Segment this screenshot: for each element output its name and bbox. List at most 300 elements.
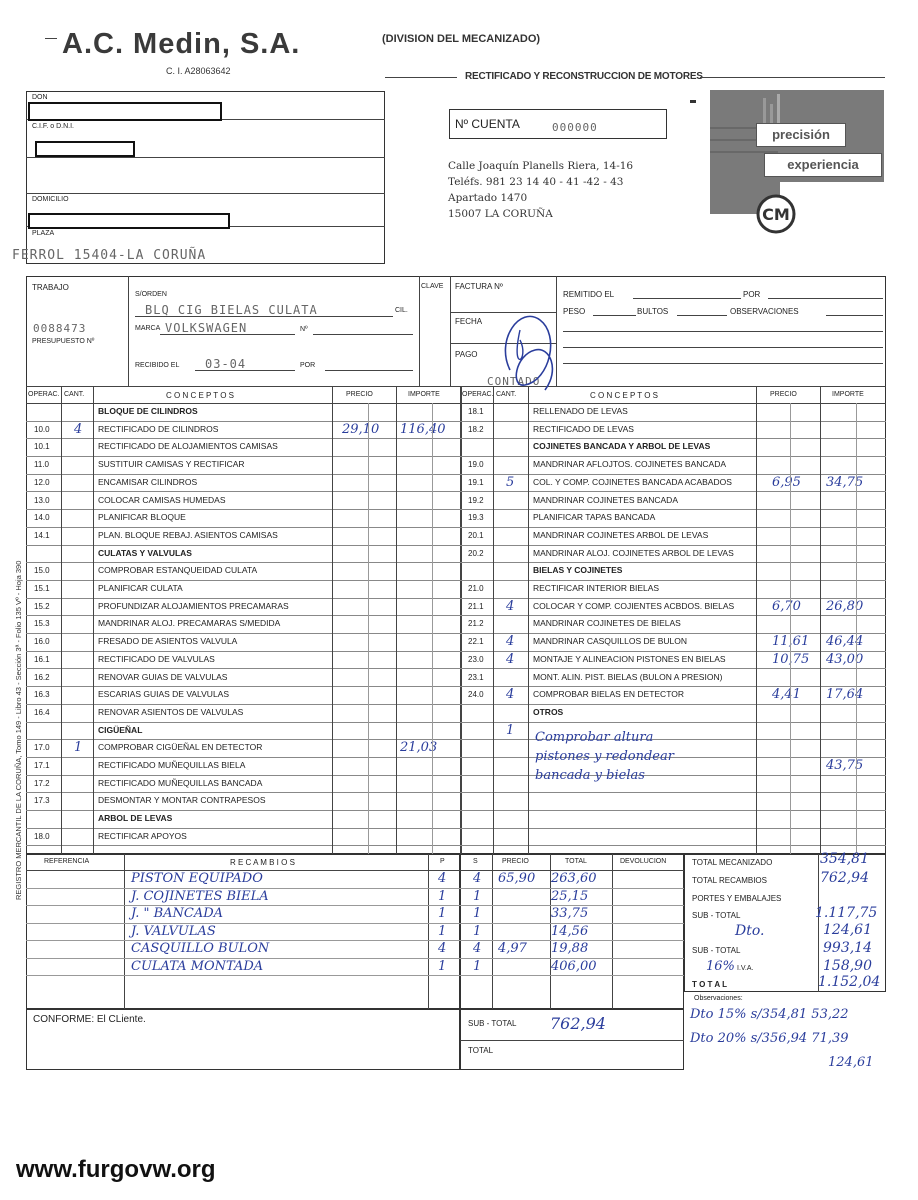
form-divider (128, 276, 129, 386)
col-operac: OPERAC. (462, 391, 494, 398)
table-row (26, 651, 460, 670)
obs-line: 124,61 (828, 1055, 874, 1070)
operation-code: 23.0 (468, 654, 484, 664)
operation-code: 18.0 (34, 831, 50, 841)
concept-label: BLOQUE DE CILINDROS (98, 406, 198, 416)
operation-code: 15.3 (34, 619, 50, 629)
table-row (26, 739, 460, 758)
otros-note-line: Comprobar altura (535, 730, 654, 745)
recambio-row (26, 905, 684, 924)
table-row (26, 456, 460, 475)
recibido-value: 03-04 (205, 357, 247, 371)
concept-label: COJINETES BANCADA Y ARBOL DE LEVAS (533, 441, 711, 452)
col-cant: CANT. (496, 391, 517, 398)
trabajo-label: TRABAJO (32, 283, 69, 292)
logo-precision-box (756, 123, 846, 147)
recambios-rows (26, 870, 684, 1009)
concept-label: COLOCAR CAMISAS HUMEDAS (98, 494, 226, 505)
operation-code: 17.1 (34, 761, 50, 770)
subtotal1-value: 1.117,75 (815, 905, 878, 921)
operation-code: 16.3 (34, 690, 50, 700)
concept-label: RELLENADO DE LEVAS (533, 406, 628, 416)
operation-code: 16.1 (34, 654, 50, 664)
recambio-description: CULATA MONTADA (131, 958, 264, 974)
col-cant: CANT. (64, 391, 85, 398)
operation-code: 21.1 (468, 601, 484, 611)
col-line (368, 403, 369, 854)
col-conceptos: C O N C E P T O S (590, 391, 659, 400)
form-line (313, 334, 413, 335)
iva-pct: 16% (706, 959, 735, 974)
table-row (460, 810, 886, 829)
cuenta-value: 000000 (552, 121, 598, 134)
table-row (26, 421, 460, 440)
form-line (677, 315, 727, 316)
recambio-s: 1 (473, 888, 482, 904)
recambio-row (26, 958, 684, 977)
recambio-total: 406,00 (551, 958, 597, 974)
operation-code: 10.0 (34, 424, 50, 434)
table-row (460, 704, 886, 723)
operation-code: 19.0 (468, 460, 484, 470)
form-line (160, 334, 295, 335)
form-line (325, 370, 413, 371)
recambio-description: PISTON EQUIPADO (131, 871, 263, 886)
recambio-description: J. " BANCADA (131, 906, 224, 921)
address-line: Apartado 1470 (448, 192, 528, 204)
presupuesto-label: PRESUPUESTO Nº (32, 338, 95, 345)
col-importe: IMPORTE (408, 391, 440, 398)
col-line (818, 854, 819, 992)
concept-label: RECTIFICADO MUÑEQUILLAS BIELA (98, 760, 246, 770)
table-row (460, 403, 886, 422)
subtotal2-value: 993,14 (823, 940, 872, 956)
operation-code: 21.0 (468, 584, 484, 593)
sorden-label: S/ORDEN (135, 291, 167, 298)
logo-experiencia: experiencia (787, 157, 859, 172)
operation-code: 15.1 (34, 584, 50, 593)
table-row (26, 704, 460, 723)
col-line (61, 386, 62, 854)
observaciones-notes (690, 1003, 874, 1075)
table-row (26, 669, 460, 688)
col-line (493, 386, 494, 854)
operation-code: 13.0 (34, 495, 50, 505)
concept-label: RECTIFICADO DE ALOJAMIENTOS CAMISAS (98, 441, 278, 452)
price: 29,10 (342, 421, 380, 437)
concept-label: MANDRINAR CASQUILLOS DE BULON (533, 636, 687, 647)
amount: 17,64 (826, 687, 864, 703)
table-row (460, 492, 886, 511)
dto-note: Dto. (735, 923, 765, 939)
price: 4,41 (772, 687, 801, 703)
total-label: T O T A L (692, 980, 727, 989)
quantity: 4 (506, 634, 515, 650)
form-line (195, 370, 295, 371)
concept-label: MONTAJE Y ALINEACION PISTONES EN BIELAS (533, 653, 726, 664)
table-row (26, 792, 460, 811)
recambio-description: J. COJINETES BIELA (131, 888, 269, 904)
redacted-name (28, 102, 222, 121)
iva-value: 158,90 (823, 958, 872, 974)
table-row (460, 615, 886, 634)
operation-code: 16.0 (34, 637, 50, 647)
recambio-s: 1 (473, 958, 482, 974)
otros-note-line: bancada y bielas (535, 768, 645, 783)
col-referencia: REFERENCIA (44, 858, 90, 865)
concept-label: COMPROBAR BIELAS EN DETECTOR (533, 689, 684, 700)
table-row (26, 775, 460, 794)
recambio-p: 4 (438, 941, 447, 956)
redacted-cif (35, 141, 135, 157)
total-mecanizado-label: TOTAL MECANIZADO (692, 858, 773, 867)
obs-line: Dto 20% s/356,94 71,39 (690, 1031, 849, 1046)
operation-code: 17.2 (34, 778, 50, 788)
concept-label: ENCAMISAR CILINDROS (98, 476, 198, 487)
recambio-total: 19,88 (551, 941, 589, 956)
pago-label: PAGO (455, 350, 478, 359)
remitido-por-label: POR (743, 290, 761, 299)
price: 6,70 (772, 598, 801, 614)
recambio-row (26, 940, 684, 959)
total-recambios-value: 762,94 (820, 870, 869, 886)
operation-code: 19.3 (468, 513, 484, 523)
footer-subtotal-label: SUB - TOTAL (468, 1019, 517, 1028)
operation-code: 16.4 (34, 707, 50, 717)
col-line (820, 386, 821, 854)
concept-label: COLOCAR Y COMP. COJIENTES ACBDOS. BIELAS (533, 600, 735, 611)
operation-code: 14.1 (34, 530, 50, 540)
clave-label: CLAVE (421, 283, 444, 290)
marca-value: VOLKSWAGEN (165, 321, 248, 335)
cif-label: C.I.F. o D.N.I. (32, 123, 75, 130)
address-line: 15007 LA CORUÑA (448, 208, 553, 220)
logo-precision: precisión (772, 127, 830, 142)
otros-note (535, 728, 674, 785)
concept-label: SUSTITUIR CAMISAS Y RECTIFICAR (98, 459, 245, 470)
table-row (460, 686, 886, 705)
form-line (768, 298, 883, 299)
concept-label: FRESADO DE ASIENTOS VALVULA (98, 636, 238, 647)
operation-code: 23.1 (468, 672, 484, 682)
cuenta-label: Nº CUENTA (455, 117, 520, 131)
form-divider (450, 276, 451, 386)
table-row (26, 810, 460, 829)
col-line (528, 386, 529, 854)
concept-label: COMPROBAR CIGÜEÑAL EN DETECTOR (98, 742, 263, 753)
form-line (593, 315, 636, 316)
table-row (460, 669, 886, 688)
operation-code: 16.2 (34, 672, 50, 682)
col-line (332, 386, 333, 854)
table-row (26, 686, 460, 705)
operation-code: 21.2 (468, 619, 484, 629)
concept-label: PLAN. BLOQUE REBAJ. ASIENTOS CAMISAS (98, 529, 278, 540)
form-line (563, 363, 883, 364)
table-row (26, 828, 460, 847)
table-row (26, 757, 460, 776)
col-precio-rec: PRECIO (502, 858, 529, 865)
col-line (856, 403, 857, 854)
recibido-label: RECIBIDO EL (135, 362, 180, 369)
logo-mark: CM (762, 205, 790, 224)
col-line (432, 403, 433, 854)
operation-code: 14.0 (34, 513, 50, 523)
col-operac: OPERAC. (28, 391, 60, 398)
concept-label: DESMONTAR Y MONTAR CONTRAPESOS (98, 795, 266, 806)
total-value: 1.152,04 (818, 974, 881, 990)
operation-code: 10.1 (34, 442, 50, 452)
table-row (26, 545, 460, 564)
quantity: 1 (506, 722, 515, 738)
cil-label: CIL. (395, 307, 408, 314)
recambio-total: 33,75 (551, 906, 589, 921)
concept-label: RECTIFICADO DE VALVULAS (98, 653, 215, 664)
subtotal2-label: SUB - TOTAL (692, 946, 741, 955)
phone-line: Teléfs. 981 23 14 40 - 41 -42 - 43 (448, 176, 624, 188)
form-line (563, 347, 883, 348)
amount: 34,75 (826, 474, 864, 490)
operation-code: 12.0 (34, 477, 50, 487)
concept-label: MANDRINAR COJINETES BANCADA (533, 494, 678, 505)
plaza-value: FERROL 15404-LA CORUÑA (12, 248, 207, 263)
don-label: DON (32, 94, 48, 101)
col-line (93, 386, 94, 854)
fecha-label: FECHA (455, 317, 483, 326)
concept-label: RECTIFICAR APOYOS (98, 830, 187, 841)
customer-divider (26, 193, 385, 194)
tagline: RECTIFICADO Y RECONSTRUCCION DE MOTORES (465, 71, 703, 82)
operation-code: 24.0 (468, 690, 484, 700)
table-row (26, 509, 460, 528)
peso-label: PESO (563, 307, 586, 316)
operation-code: 20.1 (468, 530, 484, 540)
pago-stamp: CONTADO (487, 375, 541, 388)
header-dash (45, 38, 57, 39)
concept-label: MONT. ALIN. PIST. BIELAS (BULON A PRESION) (533, 671, 723, 682)
table-row (460, 421, 886, 440)
table-row (460, 527, 886, 546)
recambio-description: CASQUILLO BULON (131, 941, 270, 956)
remitido-label: REMITIDO EL (563, 290, 615, 299)
concept-label: RECTIFICAR INTERIOR BIELAS (533, 583, 660, 593)
table-row (460, 633, 886, 652)
company-cif: C. I. A28063642 (166, 66, 231, 76)
recambio-p: 1 (438, 906, 447, 921)
sorden-value: BLQ CIG BIELAS CULATA (145, 303, 318, 317)
recambio-price: 65,90 (498, 871, 536, 886)
concept-label: CULATAS Y VALVULAS (98, 547, 192, 558)
amount: 46,44 (826, 634, 864, 650)
domicilio-label: DOMICILIO (32, 196, 69, 203)
recambio-row (26, 923, 684, 942)
table-row (460, 438, 886, 457)
price: 11,61 (772, 634, 810, 650)
table-row (460, 792, 886, 811)
table-row (460, 580, 886, 599)
table-row (460, 545, 886, 564)
customer-divider (26, 157, 385, 158)
table-row (460, 456, 886, 475)
col-precio: PRECIO (346, 391, 373, 398)
concept-label: OTROS (533, 706, 564, 717)
recambio-row (26, 888, 684, 907)
concept-label: PLANIFICAR CULATA (98, 583, 183, 593)
footer-subtotal-value: 762,94 (550, 1014, 606, 1033)
left-rows (26, 403, 460, 853)
dto-value: 124,61 (823, 922, 872, 938)
otros-note-line: pistones y redondear (535, 749, 674, 764)
no-label: Nº (300, 326, 308, 333)
table-row (26, 403, 460, 422)
amount: 26,80 (826, 598, 864, 614)
observaciones-totals-label: Observaciones: (694, 995, 743, 1002)
operation-code: 19.1 (468, 477, 484, 487)
table-row (26, 580, 460, 599)
concept-label: RECTIFICADO MUÑEQUILLAS BANCADA (98, 777, 263, 788)
col-precio: PRECIO (770, 391, 797, 398)
factura-label: FACTURA Nº (455, 282, 503, 291)
total-mecanizado-value: 354,81 (820, 851, 869, 867)
portes-label: PORTES Y EMBALAJES (692, 894, 782, 903)
footer-divider (460, 1040, 684, 1041)
operation-code: 20.2 (468, 548, 484, 558)
quantity: 4 (74, 421, 83, 437)
quantity: 5 (506, 474, 515, 490)
table-row (26, 722, 460, 741)
company-address (448, 158, 633, 222)
recambio-s: 4 (473, 871, 482, 886)
table-row (26, 598, 460, 617)
col-p: P (440, 858, 445, 865)
tagline-rule (700, 77, 885, 78)
col-line (790, 403, 791, 854)
signature-scribble (490, 300, 570, 395)
company-name: A.C. Medin, S.A. (62, 28, 301, 60)
concept-label: PLANIFICAR BLOQUE (98, 512, 186, 523)
redacted-address (28, 213, 230, 229)
amount: 43,00 (826, 651, 864, 667)
company-logo (688, 90, 884, 260)
recambio-total: 25,15 (551, 888, 589, 904)
operations-table-left (26, 386, 460, 854)
total-recambios-label: TOTAL RECAMBIOS (692, 876, 767, 885)
col-line (396, 386, 397, 854)
concept-label: MANDRINAR AFLOJTOS. COJINETES BANCADA (533, 459, 727, 470)
table-row (460, 474, 886, 493)
por-label: POR (300, 362, 316, 369)
concept-label: CIGÜEÑAL (98, 724, 143, 735)
operation-code: 19.2 (468, 495, 484, 505)
concept-label: RECTIFICADO DE CILINDROS (98, 423, 219, 434)
col-importe: IMPORTE (832, 391, 864, 398)
observaciones-label: OBSERVACIONES (730, 307, 799, 316)
amount: 43,75 (826, 758, 864, 773)
table-row (26, 492, 460, 511)
bultos-label: BULTOS (637, 307, 669, 316)
iva-label: I.V.A. (737, 965, 754, 972)
amount: 21,03 (400, 740, 438, 756)
col-s: S (473, 858, 478, 865)
logo-experiencia-box (764, 153, 882, 177)
col-line (756, 386, 757, 854)
trabajo-number: 0088473 (33, 322, 87, 335)
recambio-row (26, 870, 684, 889)
recambio-price: 4,97 (498, 941, 527, 956)
concept-label: MANDRINAR COJINETES ARBOL DE LEVAS (533, 529, 709, 540)
operation-code: 17.3 (34, 796, 50, 806)
tagline-rule-left (385, 77, 457, 78)
concept-label: COL. Y COMP. COJINETES BANCADA ACABADOS (533, 476, 732, 487)
recambio-s: 4 (473, 941, 482, 956)
registry-text: REGISTRO MERCANTIL DE LA CORUÑA, Tomo 149 - Libro 43 - Sección 3ª - Folio 135 Vº - Hoja 390 (14, 560, 23, 900)
concept-label: PLANIFICAR TAPAS BANCADA (533, 512, 656, 523)
table-row (460, 828, 886, 847)
subtotal1-label: SUB - TOTAL (692, 911, 741, 920)
quantity: 4 (506, 687, 515, 703)
quantity: 4 (506, 598, 515, 614)
concept-label: COMPROBAR ESTANQUEIDAD CULATA (98, 565, 258, 576)
recambio-total: 14,56 (551, 923, 589, 939)
operation-code: 15.2 (34, 601, 50, 611)
watermark: www.furgovw.org (16, 1156, 216, 1183)
quantity: 4 (506, 651, 515, 667)
conforme-label: CONFORME: El CLiente. (33, 1014, 146, 1025)
marca-label: MARCA (135, 325, 161, 332)
recambio-p: 1 (438, 923, 447, 939)
operation-code: 15.0 (34, 566, 50, 576)
concept-label: MANDRINAR ALOJ. COJINETES ARBOL DE LEVAS (533, 547, 734, 558)
recambio-p: 4 (438, 871, 447, 886)
concept-label: PROFUNDIZAR ALOJAMIENTOS PRECAMARAS (98, 600, 289, 611)
concept-label: ESCARIAS GUIAS DE VALVULAS (98, 689, 230, 700)
right-rows (460, 403, 886, 853)
table-row (26, 633, 460, 652)
form-line (563, 331, 883, 332)
concept-label: RENOVAR ASIENTOS DE VALVULAS (98, 706, 244, 717)
table-row (26, 438, 460, 457)
form-line (826, 315, 883, 316)
recambio-s: 1 (473, 923, 482, 939)
obs-line: Dto 15% s/354,81 53,22 (690, 1007, 849, 1022)
form-line (135, 316, 393, 317)
recambio-p: 1 (438, 888, 447, 904)
table-row (460, 509, 886, 528)
concept-label: BIELAS Y COJINETES (533, 565, 623, 576)
concept-label: ARBOL DE LEVAS (98, 813, 173, 824)
table-row (26, 615, 460, 634)
recambio-description: J. VALVULAS (131, 923, 216, 939)
recambio-total: 263,60 (551, 871, 597, 886)
col-total-rec: TOTAL (565, 858, 587, 865)
table-row (460, 651, 886, 670)
recambio-s: 1 (473, 906, 482, 921)
table-row (460, 598, 886, 617)
concept-label: RECTIFICADO DE LEVAS (533, 423, 634, 434)
price: 6,95 (772, 474, 801, 490)
plaza-label: PLAZA (32, 230, 55, 237)
col-recambios: R E C A M B I O S (230, 858, 295, 867)
operation-code: 18.1 (468, 407, 484, 416)
table-row (460, 562, 886, 581)
table-row (26, 527, 460, 546)
concept-label: RENOVAR GUIAS DE VALVULAS (98, 671, 228, 682)
operation-code: 11.0 (34, 460, 49, 470)
col-conceptos: C O N C E P T O S (166, 391, 235, 400)
form-divider (419, 276, 420, 386)
col-devolucion: DEVOLUCION (620, 858, 667, 865)
price: 10,75 (772, 651, 810, 667)
